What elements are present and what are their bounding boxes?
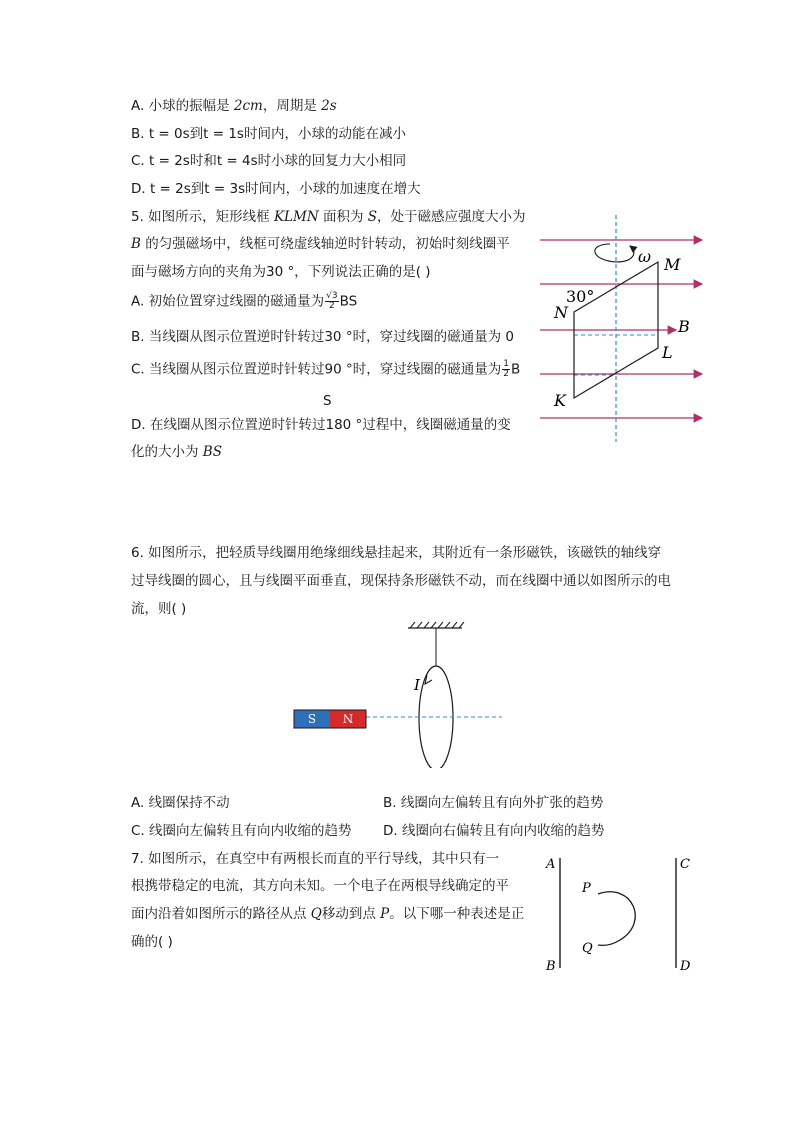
label-a: A <box>546 857 556 872</box>
label-c: C <box>680 857 690 872</box>
q6-stem-line-3: 流，则( ) <box>131 601 187 617</box>
label-l: L <box>662 343 673 362</box>
q6-stem-line-1: 6. 如图所示，把轻质导线圈用绝缘细线悬挂起来，其附近有一条形磁铁，该磁铁的轴线穿 <box>131 545 662 561</box>
current-label: I <box>414 676 420 694</box>
q5-option-d-line-1: D. 在线圈从图示位置逆时针转过180 °过程中，线圈磁通量的变 <box>131 417 511 433</box>
q4-option-c: C. t = 2s时和t = 4s时小球的回复力大小相同 <box>131 153 407 169</box>
magnet-s-label: S <box>307 711 317 725</box>
q6-option-a: A. 线圈保持不动 <box>131 795 230 811</box>
q6-coil-and-magnet-figure <box>290 618 510 768</box>
q5-option-c-wrap: S <box>323 393 332 409</box>
label-b: B <box>678 317 690 336</box>
q5-stem-line-3: 面与磁场方向的夹角为30 °，下列说法正确的是( ) <box>131 264 431 280</box>
q6-option-c: C. 线圈向左偏转且有向内收缩的趋势 <box>131 823 352 839</box>
omega-label: ω <box>638 247 652 266</box>
label-d: D <box>680 959 691 974</box>
q7-parallel-wires-figure <box>540 850 710 980</box>
q7-stem-line-1: 7. 如图所示，在真空中有两根长而直的平行导线，其中只有一 <box>131 851 500 867</box>
label-m: M <box>664 255 681 274</box>
q5-option-a: A. 初始位置穿过线圈的磁通量为 $\frac{√3}{2}$ BS <box>131 291 358 311</box>
q5-option-b: B. 当线圈从图示位置逆时针转过30 °时，穿过线圈的磁通量为 0 <box>131 329 514 345</box>
q5-stem-line-2: B 的匀强磁场中，线框可绕虚线轴逆时针转动，初始时刻线圈平 <box>131 236 510 252</box>
q5-stem-line-1: 5. 如图所示，矩形线框 KLMN 面积为 S，处于磁感应强度大小为 <box>131 209 526 225</box>
label-b: B <box>546 959 556 974</box>
q4-option-b: B. t = 0s到t = 1s时间内，小球的动能在减小 <box>131 126 406 142</box>
label-k: K <box>554 391 566 410</box>
one-half-fraction: $\frac{1}{2}$ <box>503 359 509 379</box>
electron-path <box>598 892 635 946</box>
q6-option-d: D. 线圈向右偏转且有向内收缩的趋势 <box>383 823 605 839</box>
q5-coil-in-field-figure <box>530 210 730 445</box>
angle-label: 30° <box>566 287 595 306</box>
q7-stem-line-4: 确的( ) <box>131 934 173 950</box>
q7-stem-line-3: 面内沿着如图所示的路径从点 Q移动到点 P。以下哪一种表述是正 <box>131 906 525 922</box>
q4-option-a: A. 小球的振幅是 2cm，周期是 2s <box>131 98 337 114</box>
q7-stem-line-2: 根携带稳定的电流，其方向未知。一个电子在两根导线确定的平 <box>131 878 509 894</box>
magnet-n-label: N <box>342 711 354 725</box>
rotation-arrow-icon <box>595 244 634 262</box>
q6-option-b: B. 线圈向左偏转且有向外扩张的趋势 <box>383 795 604 811</box>
q5-option-d-line-2: 化的大小为 BS <box>131 444 222 460</box>
label-n: N <box>554 303 568 322</box>
q6-stem-line-2: 过导线圈的圆心，且与线圈平面垂直，现保持条形磁铁不动，而在线圈中通以如图所示的电 <box>131 573 671 589</box>
q5-option-c: C. 当线圈从图示位置逆时针转过90 °时，穿过线圈的磁通量为 $\frac{1}{2}$ B <box>131 359 521 379</box>
q4-option-d: D. t = 2s到t = 3s时间内，小球的加速度在增大 <box>131 181 421 197</box>
point-q-label: Q <box>582 941 593 956</box>
point-p-label: P <box>582 881 591 896</box>
sqrt3-over-2-fraction: $\frac{√3}{2}$ <box>326 291 338 311</box>
ceiling-hatching <box>410 622 464 628</box>
